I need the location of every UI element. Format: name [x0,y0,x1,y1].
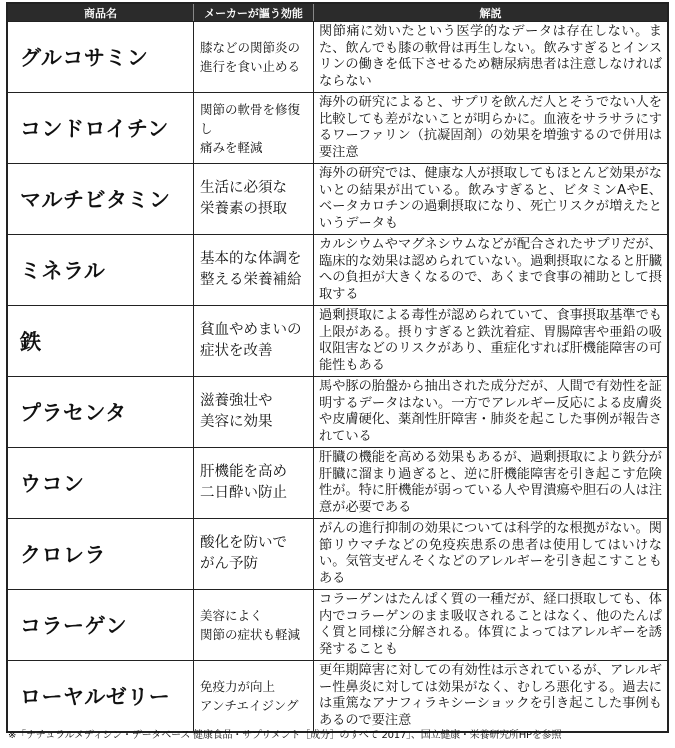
product-name: プラセンタ [8,377,194,447]
explanation: 肝臓の機能を高める効果もあるが、過剰摂取により鉄分が肝臓に溜まり過ぎると、逆に肝機能障害を引き起こす危険性が。特に肝機能が弱っている人や胃潰瘍や胆石の人は注意が必要である [319,450,662,515]
explanation: 海外の研究によると、サプリを飲んだ人とそうでない人を比較しても差がないことが明らかに。血液をサラサラにするワーファリン（抗凝固剤）の効果を増強するので併用は要注意 [319,95,662,160]
claimed-effect: 膝などの関節炎の 進行を食い止める [200,40,301,74]
table-row [8,447,667,518]
product-name: ローヤルゼリー [8,661,194,731]
header-claimed-effect: メーカーが謳う効能 [194,4,314,21]
claimed-effect-cell [194,590,314,660]
header-explanation: 解説 [479,6,502,20]
claimed-effect-cell [194,164,314,234]
product-name: コンドロイチン [8,93,194,163]
product-name: ウコン [8,448,194,518]
table-body [8,21,667,731]
explanation: 関節痛に効いたという医学的なデータは存在しない。また、飲んでも膝の軟骨は再生しない。飲みすぎるとインスリンの働きを低下させるため糖尿病患者は注意しなければならない [319,24,662,89]
explanation: 馬や豚の胎盤から抽出された成分だが、人間で有効性を証明するデータはない。一方でアレルギー反応による皮膚炎や皮膚硬化、薬剤性肝障害・肺炎を起こした事例が報告されている [319,379,662,444]
claimed-effect-cell [194,306,314,376]
claimed-effect: 酸化を防いで がん予防 [200,535,287,572]
claimed-effect: 基本的な体調を 整える栄養補給 [200,251,302,288]
claimed-effect: 生活に必須な 栄養素の摂取 [200,180,287,217]
claimed-effect: 滋養強壮や 美容に効果 [200,393,273,430]
table-row [8,305,667,376]
claimed-effect: 免疫力が向上 アンチエイジング [200,679,299,713]
table-row [8,163,667,234]
table-row [8,21,667,92]
explanation: 海外の研究では、健康な人が摂取してもほとんど効果がないとの結果が出ている。飲みすぎると、ビタミンAやE、ベータカロチンの過剰摂取になり、死亡リスクが増えたというデータも [319,166,662,231]
claimed-effect-cell [194,93,314,163]
product-name: グルコサミン [8,22,194,92]
table-row [8,518,667,589]
claimed-effect: 美容によく 関節の症状も軽減 [200,608,301,642]
header-product-name: 商品名 [8,4,194,21]
table-row [8,376,667,447]
claimed-effect: 関節の軟骨を修復し 痛みを軽減 [200,101,301,155]
table-row [8,92,667,163]
supplement-table [6,2,669,733]
source-footnote: ※「ナチュラルメディシン・データベース 健康食品・サプリメント［成分］のすべて 2017」、国立健康・栄養研究所HPを参照 [8,730,562,741]
explanation: 更年期障害に対しての有効性は示されているが、アレルギー性鼻炎に対しては効果がなく、むしろ悪化する。過去には重篤なアナフィラキシーショックを引き起こした事例もあるので要注意 [319,663,662,728]
claimed-effect-cell [194,519,314,589]
explanation: カルシウムやマグネシウムなどが配合されたサプリだが、臨床的な効果は認められていない。過剰摂取になると肝臓への負担が大きくなるので、あくまで食事の補助として摂取する [319,237,662,302]
table-row [8,589,667,660]
table-row [8,234,667,305]
claimed-effect-cell [194,377,314,447]
product-name: 鉄 [8,306,194,376]
claimed-effect: 貧血やめまいの 症状を改善 [200,322,302,359]
claimed-effect-cell [194,22,314,92]
product-name: ミネラル [8,235,194,305]
table-header [8,4,667,21]
product-name: コラーゲン [8,590,194,660]
explanation: 過剰摂取による毒性が認められていて、食事摂取基準でも上限がある。摂りすぎると鉄沈着症、胃腸障害や亜鉛の吸収阻害などのリスクがあり、重症化すれば肝機能障害の可能性もある [319,308,662,373]
product-name: マルチビタミン [8,164,194,234]
explanation: がんの進行抑制の効果については科学的な根拠がない。関節リウマチなどの免疫疾患系の患者は使用してはいけない。気管支ぜんそくなどのアレルギーを引き起こすこともある [319,521,662,586]
claimed-effect-cell [194,235,314,305]
claimed-effect: 肝機能を高め 二日酔い防止 [200,464,287,501]
product-name: クロレラ [8,519,194,589]
claimed-effect-cell [194,661,314,731]
explanation: コラーゲンはたんぱく質の一種だが、経口摂取しても、体内でコラーゲンのまま吸収されることはなく、他のたんぱく質と同様に分解される。体質によってはアレルギーを誘発することも [319,592,662,657]
table-row [8,660,667,731]
claimed-effect-cell [194,448,314,518]
